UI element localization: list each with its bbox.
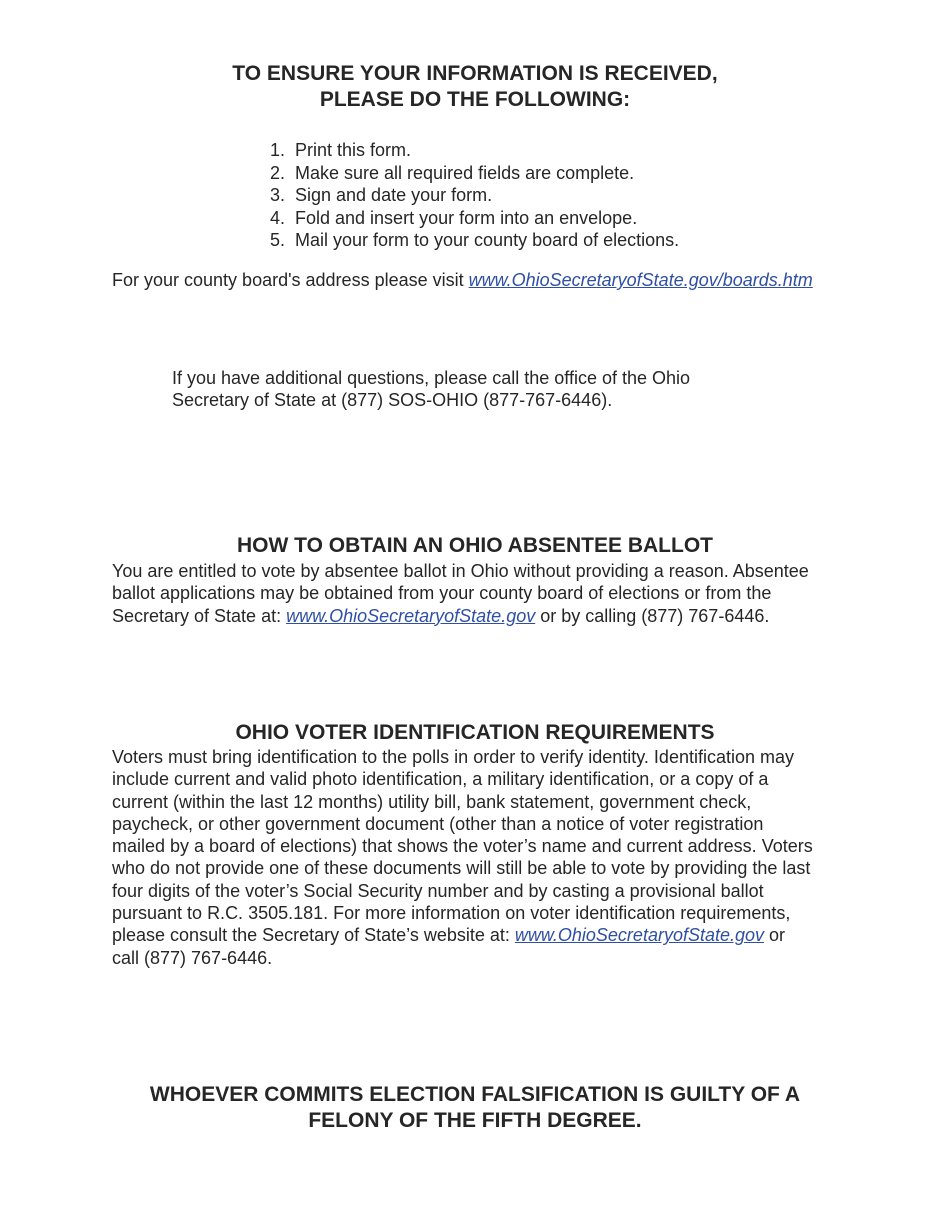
questions-line1: If you have additional questions, please call the office of the Ohio (172, 368, 691, 388)
questions-paragraph (172, 367, 690, 412)
absentee-line3-after: or by calling (877) 767-6446. (535, 605, 770, 626)
absentee-line2: ballot applications may be obtained from your county board of elections or from the (112, 583, 772, 604)
board-address-paragraph (112, 269, 813, 291)
step-number: 4. (270, 207, 286, 228)
absentee-line3 (112, 605, 809, 627)
step-number: 5. (270, 230, 286, 250)
voter-id-line: four digits of the voter’s Social Security number and by casting a provisional ballot (112, 880, 764, 901)
voter-id-line: mailed by a board of elections) that shows the voter’s name and current address. Voters (112, 836, 813, 857)
instruction-step (270, 184, 679, 207)
absentee-heading: HOW TO OBTAIN AN OHIO ABSENTEE BALLOT (237, 534, 713, 557)
instruction-step (270, 207, 679, 230)
sos-website-link-2[interactable]: www.OhioSecretaryofState.gov (514, 925, 765, 946)
instruction-step (270, 139, 679, 162)
voter-id-paragraph (112, 746, 813, 969)
voter-id-line: who do not provide one of these documents will still be able to vote by providing the last (112, 858, 811, 879)
voter-id-line: pursuant to R.C. 3505.181. For more information on voter identification requirements, (112, 903, 791, 924)
step-text: Print this form. (295, 140, 412, 160)
voter-id-last-after: or (764, 925, 786, 946)
questions-line2: Secretary of State at (877) SOS-OHIO (877-767-6446). (172, 390, 613, 411)
boards-link[interactable]: www.OhioSecretaryofState.gov/boards.htm (468, 270, 813, 290)
instructions-heading-line2: PLEASE DO THE FOLLOWING: (319, 88, 631, 111)
voter-id-last-before: please consult the Secretary of State’s website at: (112, 925, 515, 946)
step-text: Fold and insert your form into an envelope. (295, 207, 638, 228)
absentee-paragraph (112, 560, 809, 627)
absentee-line3-before: Secretary of State at: (112, 605, 287, 626)
instructions-heading (0, 61, 950, 113)
voter-id-line: include current and valid photo identification, a military identification, or a copy of a (112, 769, 769, 790)
step-number: 3. (270, 185, 286, 205)
step-number: 2. (270, 162, 286, 183)
voter-id-heading: OHIO VOTER IDENTIFICATION REQUIREMENTS (235, 721, 715, 744)
absentee-line1: You are entitled to vote by absentee ballot in Ohio without providing a reason. Absentee (112, 561, 809, 581)
step-number: 1. (270, 140, 286, 160)
instruction-step (270, 162, 679, 185)
voter-id-last-line (112, 924, 813, 946)
instruction-step (270, 229, 679, 252)
warning-line2: FELONY OF THE FIFTH DEGREE. (308, 1109, 642, 1132)
instruction-steps-list (270, 139, 679, 252)
sos-website-link[interactable]: www.OhioSecretaryofState.gov (286, 605, 536, 626)
voter-id-line: Voters must bring identification to the polls in order to verify identity. Identification may (112, 747, 795, 767)
step-text: Sign and date your form. (295, 185, 493, 205)
board-address-text: For your county board's address please visit (112, 270, 469, 290)
voter-id-line: current (within the last 12 months) utility bill, bank statement, government check, (112, 791, 752, 812)
step-text: Make sure all required fields are complete. (295, 162, 635, 183)
voter-id-line: paycheck, or other government document (other than a notice of voter registration (112, 813, 764, 834)
step-text: Mail your form to your county board of elections. (295, 230, 680, 250)
voter-id-final-line: call (877) 767-6446. (112, 947, 273, 968)
warning-line1: WHOEVER COMMITS ELECTION FALSIFICATION IS GUILTY OF A (149, 1083, 801, 1106)
falsification-warning (0, 1082, 950, 1134)
instructions-heading-line1: TO ENSURE YOUR INFORMATION IS RECEIVED, (232, 62, 718, 85)
